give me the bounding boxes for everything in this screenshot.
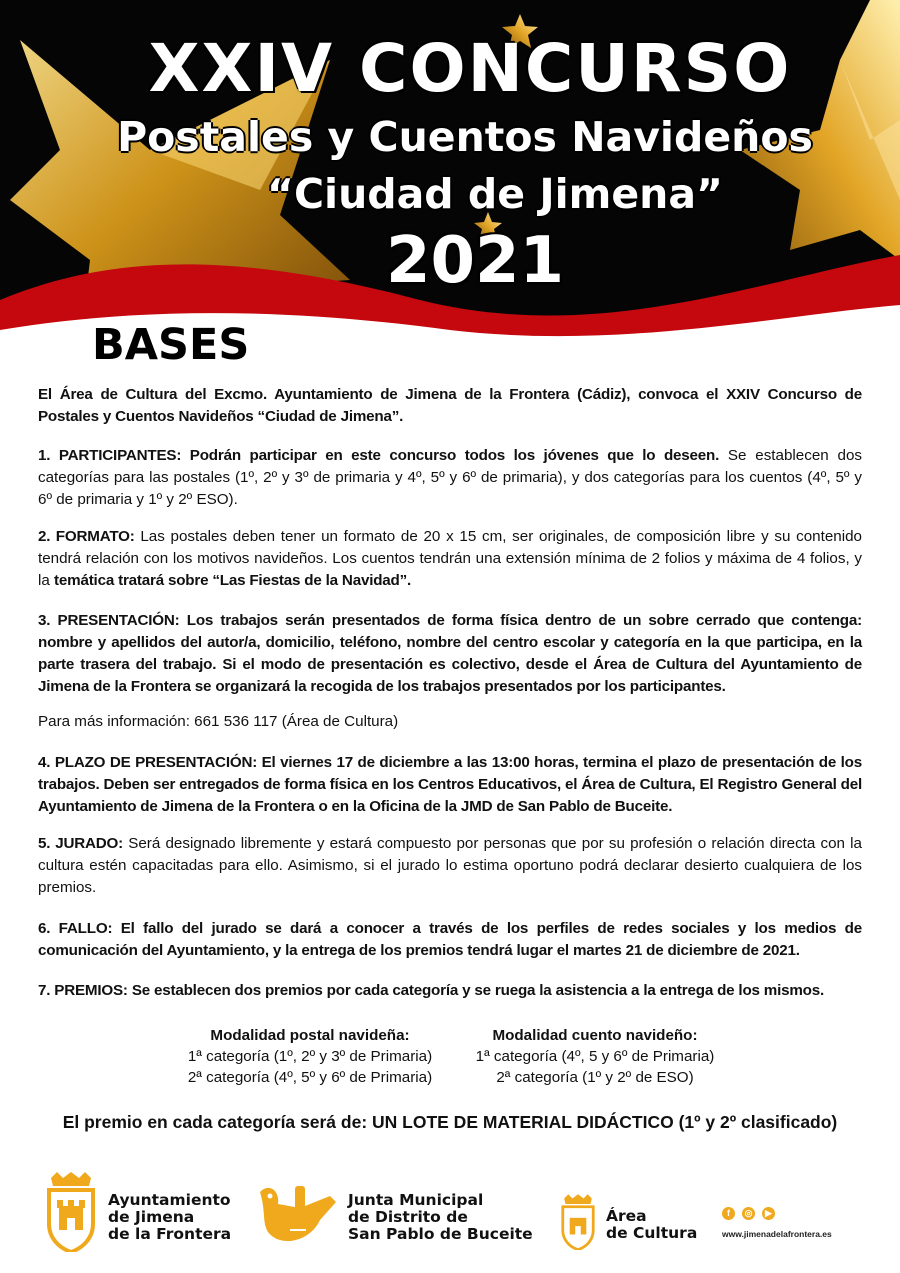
- section-bold-text: Los trabajos serán presentados de forma física dentro de un sobre cerrado que contenga: nombre y apellidos del autor/a, domicilio, teléfono, nombre del centro escolar y categoría en la que participa, en la parte trasera del trabajo. Si el modo de presentación es colectivo, desde el Área de Cultura del Ayuntamiento de Jimena de la Frontera se organizará la recogida de los trabajos presentados por los participantes.: [38, 612, 862, 695]
- cuento-category-1: 1ª categoría (4º, 5 y 6º de Primaria): [475, 1048, 715, 1065]
- section-bold-text: El fallo del jurado se dará a conocer a través de los perfiles de redes sociales y los medios de comunicación del Ayuntamiento, y la entrega de los premios tendrá lugar el martes 21 de diciembre de 2021.: [38, 920, 862, 959]
- jmd-line-1: Junta Municipal: [348, 1191, 484, 1209]
- area-cultura-crest-icon: [560, 1194, 596, 1250]
- area-line-2: de Cultura: [606, 1224, 698, 1242]
- contest-city: “Ciudad de Jimena”: [267, 170, 723, 218]
- section-label: 7. PREMIOS:: [38, 982, 128, 999]
- section-label: 4. PLAZO DE PRESENTACIÓN:: [38, 754, 258, 771]
- ayuntamiento-line-1: Ayuntamiento: [108, 1191, 231, 1209]
- area-cultura-label: [606, 1208, 697, 1242]
- section-label: 3. PRESENTACIÓN:: [38, 612, 180, 629]
- intro-paragraph: El Área de Cultura del Excmo. Ayuntamiento de Jimena de la Frontera (Cádiz), convoca el XXIV Concurso de Postales y Cuentos Navideños “Ciudad de Jimena”.: [38, 386, 862, 425]
- ayuntamiento-label: [108, 1192, 231, 1243]
- ayuntamiento-line-2: de Jimena: [108, 1208, 195, 1226]
- area-line-1: Área: [606, 1207, 647, 1225]
- ayuntamiento-line-3: de la Frontera: [108, 1225, 232, 1243]
- section-plazo: [38, 752, 862, 818]
- postal-category-1: 1ª categoría (1º, 2º y 3º de Primaria): [187, 1048, 433, 1065]
- jmd-line-2: de Distrito de: [348, 1208, 468, 1226]
- section-presentacion: [38, 610, 862, 698]
- section-label: 2. FORMATO:: [38, 528, 135, 545]
- section-fallo: [38, 918, 862, 962]
- section-text: Será designado libremente y estará compuesto por personas que por su profesión o relación directa con la cultura estén capacitadas para ello. Asimismo, si el jurado lo estima oportuno podrá declarar desierto cualquiera de los premios.: [38, 835, 862, 896]
- section-premios: [38, 980, 862, 1002]
- contest-subtitle: Postales y Cuentos Navideños: [117, 113, 813, 161]
- poster-header: [0, 0, 900, 345]
- jmd-label: [348, 1192, 533, 1243]
- section-label: 1. PARTICIPANTES:: [38, 447, 182, 464]
- section-participantes: [38, 445, 862, 511]
- cuento-category-2: 2ª categoría (1º y 2º de ESO): [496, 1069, 694, 1086]
- section-text: Se establecen dos categorías para las postales (1º, 2º y 3º de primaria y 4º, 5º y 6º de primaria), y dos categorías para los cuentos (4º, 5º y 6º de primaria y 1º y 2º ESO).: [38, 447, 862, 508]
- section-text: Las postales deben tener un formato de 20 x 15 cm, ser originales, de composición libre y su contenido tendrá relación con los motivos navideños. Los cuentos tendrán una extensión mínima de 2 folios y máxima de 4 folios, y la: [38, 528, 863, 589]
- section-formato: [38, 526, 862, 592]
- section-bold-text: Podrán participar en este concurso todos los jóvenes que lo deseen.: [181, 447, 720, 464]
- postal-modality: [160, 1025, 460, 1088]
- ayuntamiento-crest-icon: [45, 1172, 97, 1252]
- postal-heading: Modalidad postal navideña:: [210, 1027, 410, 1044]
- youtube-icon[interactable]: ▶: [762, 1207, 775, 1220]
- jmd-line-3: San Pablo de Buceite: [348, 1225, 533, 1243]
- facebook-icon[interactable]: f: [722, 1207, 735, 1220]
- cuento-heading: Modalidad cuento navideño:: [492, 1027, 698, 1044]
- cuento-modality: [450, 1025, 740, 1088]
- section-bold-text: Se establecen dos premios por cada categoría y se ruega la asistencia a la entrega de los mismos.: [127, 982, 825, 999]
- section-bold-text: temática tratará sobre “Las Fiestas de la Navidad”.: [54, 572, 412, 589]
- section-jurado: [38, 833, 862, 899]
- postal-category-2: 2ª categoría (4º, 5º y 6º de Primaria): [187, 1069, 433, 1086]
- prize-statement: El premio en cada categoría será de: UN LOTE DE MATERIAL DIDÁCTICO (1º y 2º clasificado): [62, 1112, 838, 1132]
- bases-heading: BASES: [92, 320, 250, 370]
- section-label: 6. FALLO:: [38, 920, 113, 937]
- section-label: 5. JURADO:: [38, 835, 124, 852]
- info-line: Para más información: 661 536 117 (Área de Cultura): [38, 713, 399, 730]
- instagram-icon[interactable]: ◎: [742, 1207, 755, 1220]
- section-bold-text: El viernes 17 de diciembre a las 13:00 horas, termina el plazo de presentación de los trabajos. Deben ser entregados de forma física en los Centros Educativos, el Área de Cultura, El Registro General del Ayuntamiento de Jimena de la Frontera o en la Oficina de la JMD de San Pablo de Buceite.: [38, 754, 862, 815]
- contest-year: 2021: [385, 224, 565, 298]
- contest-title: XXIV CONCURSO: [148, 30, 792, 107]
- website-link[interactable]: www.jimenadelafrontera.es: [722, 1229, 832, 1239]
- jmd-bird-vessel-icon: [250, 1182, 340, 1252]
